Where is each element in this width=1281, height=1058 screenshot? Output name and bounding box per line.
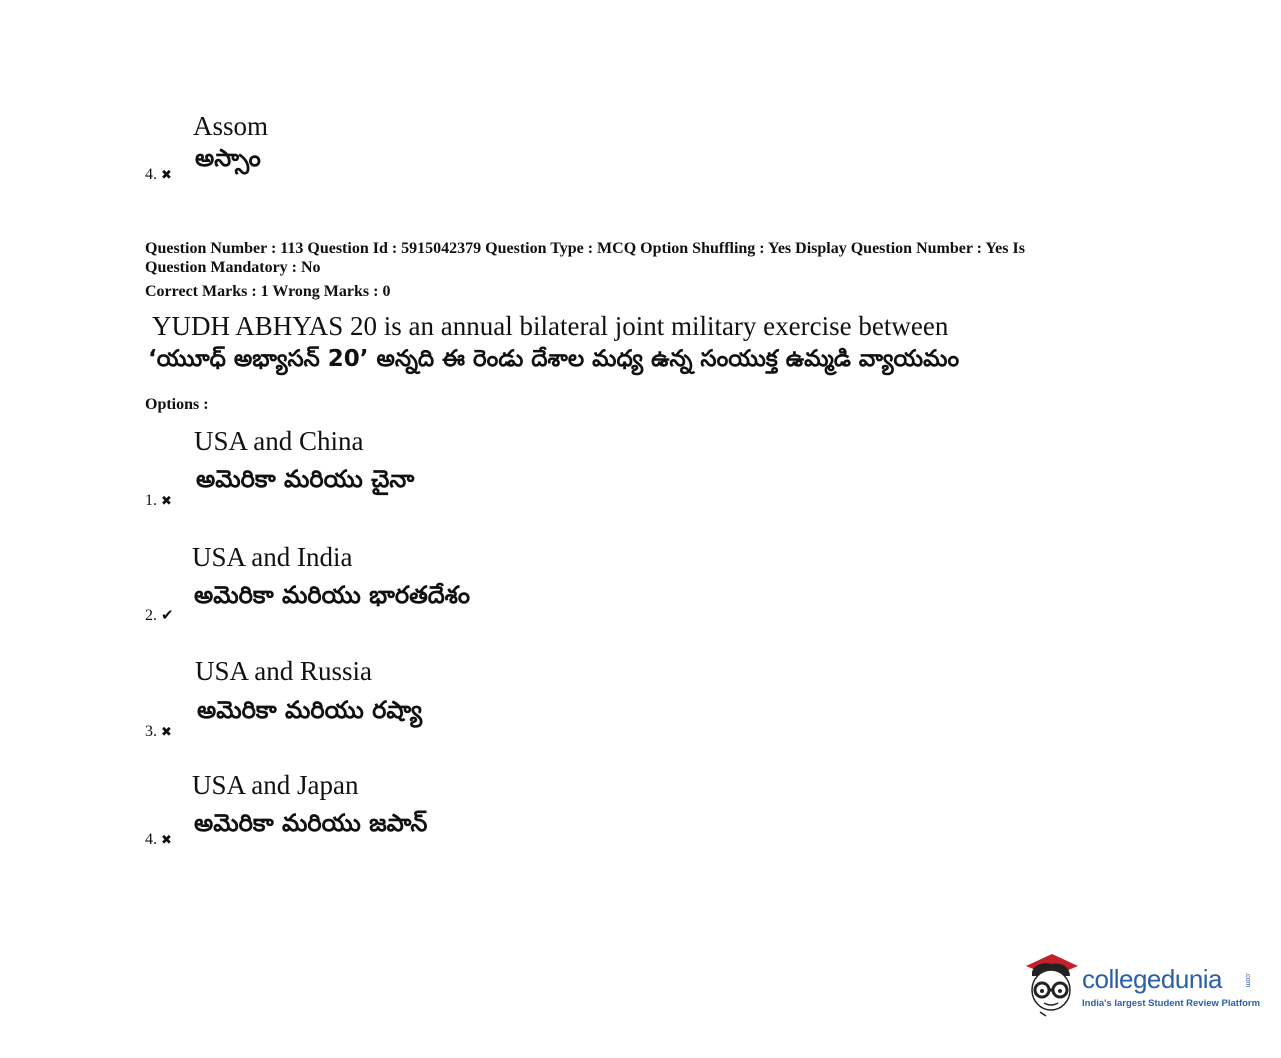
cross-icon: ✖ bbox=[161, 167, 172, 182]
option-3-text-te: అమెరికా మరియు రష్యా bbox=[197, 696, 423, 724]
option-1-text-te: అమెరికా మరియు చైనా bbox=[196, 465, 415, 493]
option-4-number-row bbox=[145, 831, 172, 849]
prev-option-4-number: 4. bbox=[145, 166, 157, 183]
prev-option-4-number-row bbox=[145, 166, 172, 184]
option-4-number: 4. bbox=[145, 831, 157, 848]
options-label: Options : bbox=[145, 396, 209, 413]
collegedunia-logo bbox=[1020, 950, 1260, 1022]
option-1-text-en: USA and China bbox=[194, 426, 364, 456]
question-meta-line1: Question Number : 113 Question Id : 5915042379 Question Type : MCQ Option Shuffling : Yes Display Question Number : Yes Is bbox=[145, 240, 1025, 257]
option-1-number: 1. bbox=[145, 492, 157, 509]
logo-tagline: India's largest Student Review Platform bbox=[1082, 998, 1261, 1009]
option-2-text-en: USA and India bbox=[192, 542, 353, 572]
prev-option-4-text-en: Assom bbox=[193, 111, 269, 141]
option-3-text-en: USA and Russia bbox=[195, 656, 373, 686]
logo-wordmark: collegedunia bbox=[1082, 964, 1223, 994]
option-2-number-row bbox=[145, 606, 174, 625]
option-2-number: 2. bbox=[145, 607, 157, 624]
question-text-en: YUDH ABHYAS 20 is an annual bilateral joint military exercise between bbox=[152, 311, 949, 341]
check-icon: ✔ bbox=[161, 608, 174, 624]
option-4-text-te: అమెరికా మరియు జపాన్ bbox=[194, 809, 428, 837]
question-meta-line2: Question Mandatory : No bbox=[145, 259, 321, 276]
option-3-number-row bbox=[145, 723, 172, 741]
option-4-text-en: USA and Japan bbox=[192, 770, 359, 800]
option-2-text-te: అమెరికా మరియు భారతదేశం bbox=[194, 581, 471, 609]
question-text-te: ‘యుూధ్ అభ్యాసన్ 20’ అన్నది ఈ రెండు దేశాల మధ్య ఉన్న సంయుక్త ఉమ్మడి వ్యాయమం bbox=[148, 346, 960, 372]
cross-icon: ✖ bbox=[161, 724, 172, 739]
mascot-icon bbox=[1020, 950, 1082, 1022]
prev-option-4-text-te: అస్సాం bbox=[195, 144, 261, 172]
cross-icon: ✖ bbox=[161, 493, 172, 508]
option-3-number: 3. bbox=[145, 723, 157, 740]
question-marks: Correct Marks : 1 Wrong Marks : 0 bbox=[145, 283, 391, 300]
logo-suffix: .com bbox=[1244, 972, 1251, 988]
cross-icon: ✖ bbox=[161, 832, 172, 847]
option-1-number-row bbox=[145, 492, 172, 510]
